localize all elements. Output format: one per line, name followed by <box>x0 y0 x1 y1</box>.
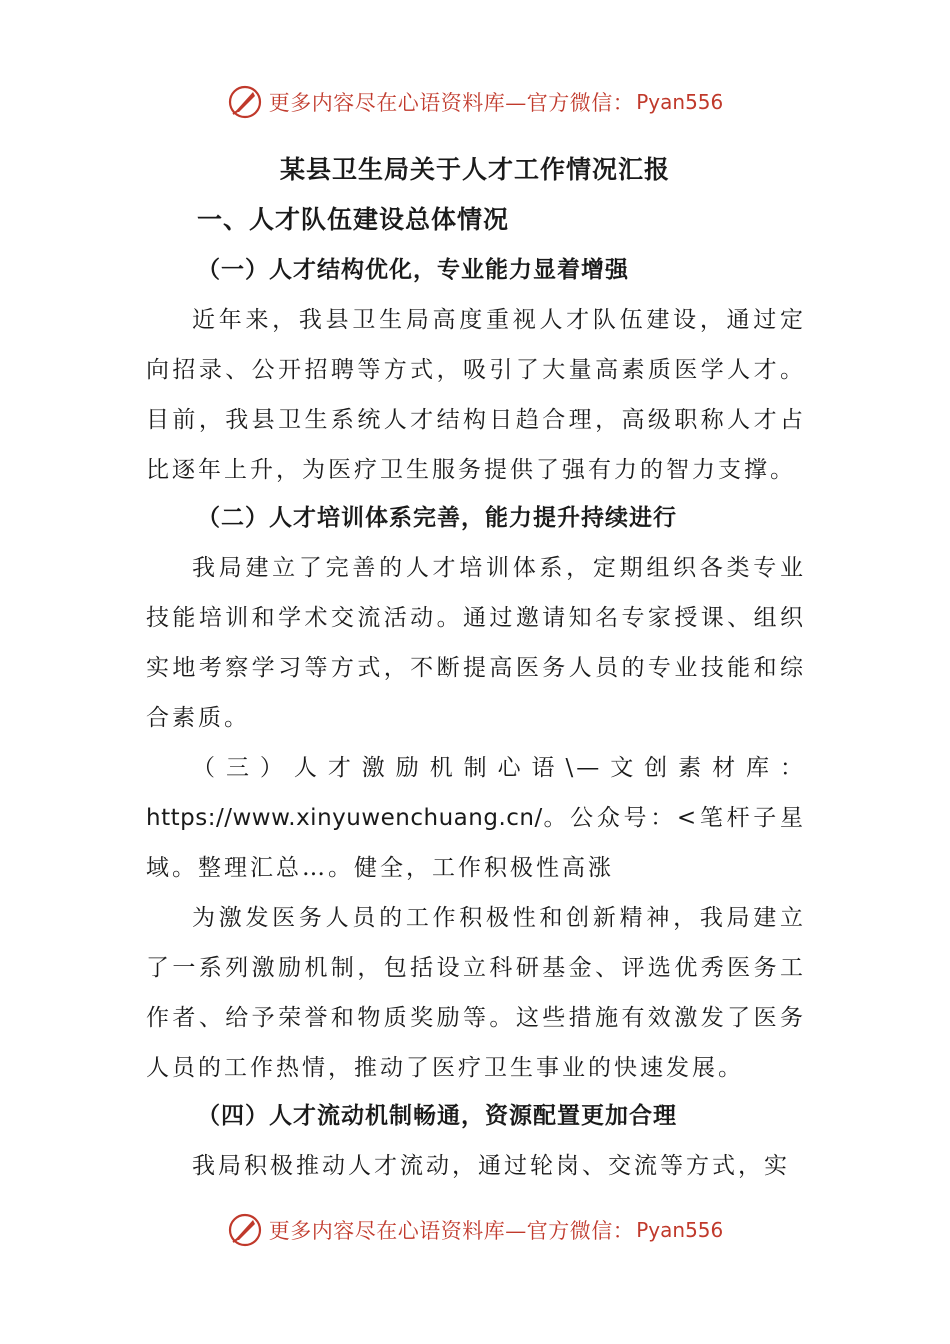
banner-text: 更多内容尽在心语资料库—官方微信： <box>268 1219 635 1243</box>
website-link[interactable]: https://www.xinyuwenchuang.cn/ <box>146 805 543 831</box>
document-title: 某县卫生局关于人才工作情况汇报 <box>279 155 670 184</box>
banner-text: 更多内容尽在心语资料库—官方微信： <box>268 91 635 115</box>
paragraph-3: 为激发医务人员的工作积极性和创新精神，我局建立了一系列激励机制，包括设立科研基金、评选优秀医务工作者、给予荣誉和物质奖励等。这些措施有效激发了医务人员的工作热情，推动了医疗卫生事业的快速发展。 <box>146 905 806 1081</box>
paragraph-1: 近年来，我县卫生局高度重视人才队伍建设，通过定向招录、公开招聘等方式，吸引了大量高素质医学人才。目前，我县卫生系统人才结构日趋合理，高级职称人才占比逐年上升，为医疗卫生服务提供了强有力的智力支撑。 <box>146 307 806 483</box>
header-banner <box>0 80 950 124</box>
subheading-3-suffix: 。公众号：<笔杆子星域。整理汇总…。健全，工作积极性高涨 <box>146 805 806 881</box>
subheading-4: （四）人才流动机制畅通，资源配置更加合理 <box>197 1102 677 1129</box>
banner-wechat-id: Pyan556 <box>636 90 724 114</box>
banner-wechat-id: Pyan556 <box>636 1218 724 1242</box>
subheading-3-prefix: （三）人才激励机制心语\—文创素材库： <box>192 755 806 781</box>
subheading-1: （一）人才结构优化，专业能力显着增强 <box>197 256 629 283</box>
paragraph-2: 我局建立了完善的人才培训体系，定期组织各类专业技能培训和学术交流活动。通过邀请知名专家授课、组织实地考察学习等方式，不断提高医务人员的专业技能和综合素质。 <box>146 555 806 731</box>
subheading-2: （二）人才培训体系完善，能力提升持续进行 <box>197 504 677 531</box>
section-heading-1: 一、人才队伍建设总体情况 <box>197 205 510 234</box>
subheading-3 <box>146 743 806 893</box>
quill-pen-logo-icon <box>227 84 263 120</box>
footer-banner <box>0 1208 950 1252</box>
paragraph-4: 我局积极推动人才流动，通过轮岗、交流等方式，实 <box>192 1153 790 1179</box>
quill-pen-logo-icon <box>227 1212 263 1248</box>
